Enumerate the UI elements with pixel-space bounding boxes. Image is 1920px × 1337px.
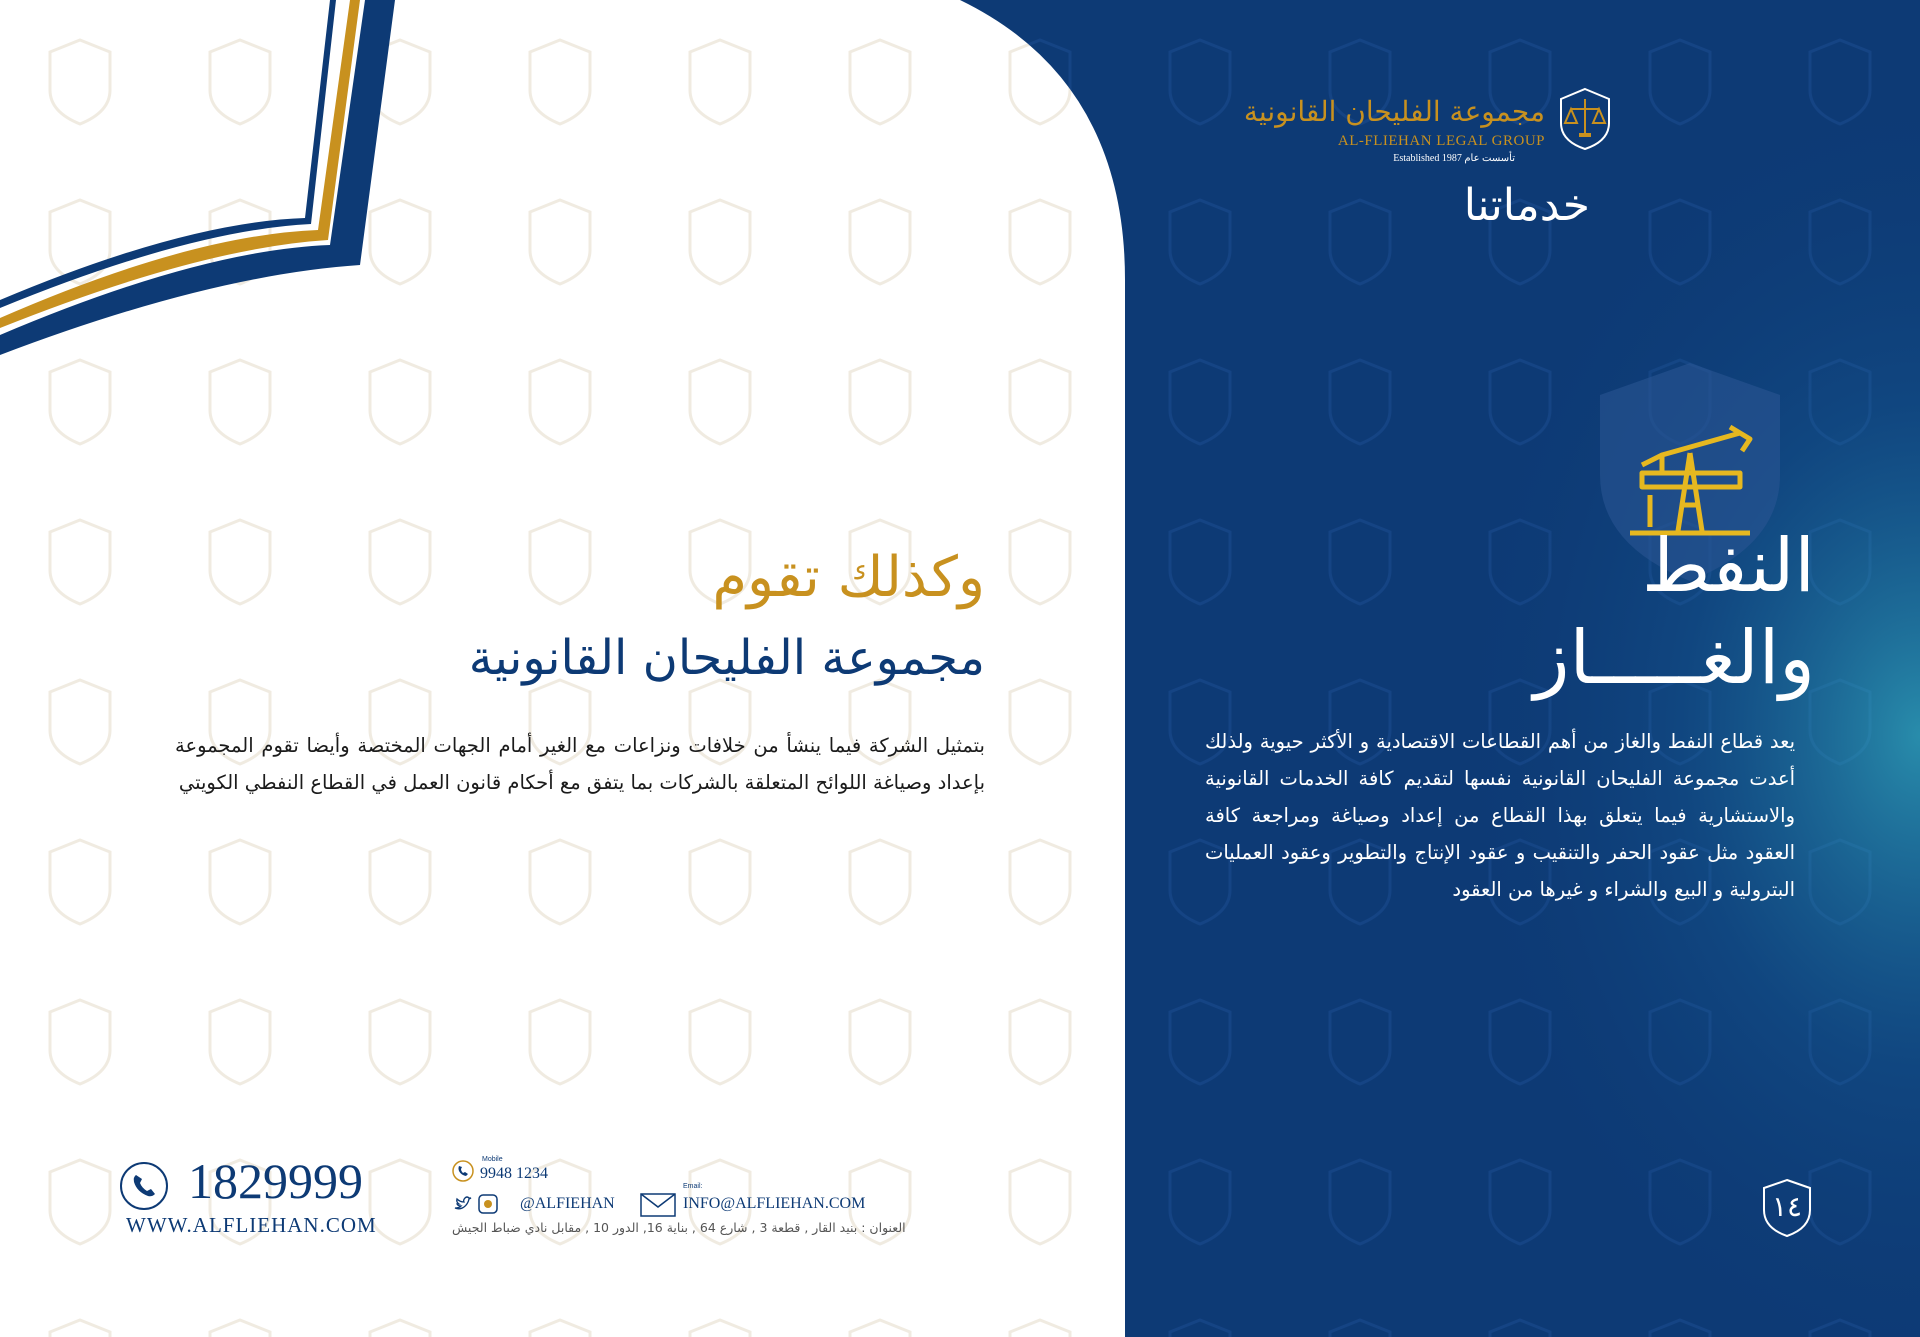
logo-established: Established 1987 تأسست عام xyxy=(1393,153,1515,164)
email-address[interactable]: INFO@ALFLIEHAN.COM xyxy=(683,1195,866,1212)
section-title-line2: والغـــــاز xyxy=(1533,615,1815,701)
website-link[interactable]: WWW.ALFLIEHAN.COM xyxy=(126,1213,377,1237)
mobile-icon xyxy=(452,1160,474,1182)
representation-description: بتمثيل الشركة فيما ينشأ من خلافات ونزاعات مع الغير أمام الجهات المختصة وأيضا تقوم المجموعة بإعداد وصياغة اللوائح المتعلقة بالشركات بما يتفق مع أحكام قانون العمل في القطاع النفطي الكويتي xyxy=(175,734,985,794)
logo-arabic-name: مجموعة الفليحان القانونية xyxy=(1243,95,1545,128)
section-title xyxy=(1455,520,1815,704)
address-line: العنوان : بنيد القار , قطعة 3 , شارع 64 , بناية 16, الدور 10 , مقابل نادي ضباط الجيش xyxy=(452,1220,906,1235)
left-heading-line1: وكذلك تقوم xyxy=(712,545,985,610)
envelope-icon xyxy=(640,1193,676,1217)
phone-number[interactable]: 1829999 xyxy=(188,1153,363,1209)
email-label: Email: xyxy=(683,1183,703,1190)
section-title-line1: النفط xyxy=(1641,523,1815,609)
mobile-label: Mobile xyxy=(482,1156,503,1163)
mobile-number[interactable]: 9948 1234 xyxy=(480,1165,548,1182)
social-handle[interactable]: @ALFIEHAN xyxy=(520,1195,615,1212)
left-heading-line2: مجموعة الفليحان القانونية xyxy=(468,630,985,686)
oil-gas-description: يعد قطاع النفط والغاز من أهم القطاعات الاقتصادية و الأكثر حيوية ولذلك أعدت مجموعة الفليحان القانونية نفسها لتقديم كافة الخدمات القانونية والاستشارية فيما يتعلق بهذا القطاع من إعداد وصياغة ومراجعة كافة العقود مثل عقود الحفر والتنقيب و عقود الإنتاج والتطوير وعقود العمليات البترولية و البيع والشراء و غيرها من العقود xyxy=(1205,730,1795,901)
page-number: ١٤ xyxy=(1771,1190,1803,1223)
instagram-icon[interactable] xyxy=(477,1193,499,1215)
logo-english-name: AL-FLIEHAN LEGAL GROUP xyxy=(1337,133,1545,149)
scales-emblem-icon xyxy=(1555,85,1615,153)
phone-icon xyxy=(120,1162,168,1210)
company-logo xyxy=(1243,85,1635,164)
twitter-icon[interactable] xyxy=(452,1193,474,1215)
services-title: خدماتنا xyxy=(1463,180,1590,231)
